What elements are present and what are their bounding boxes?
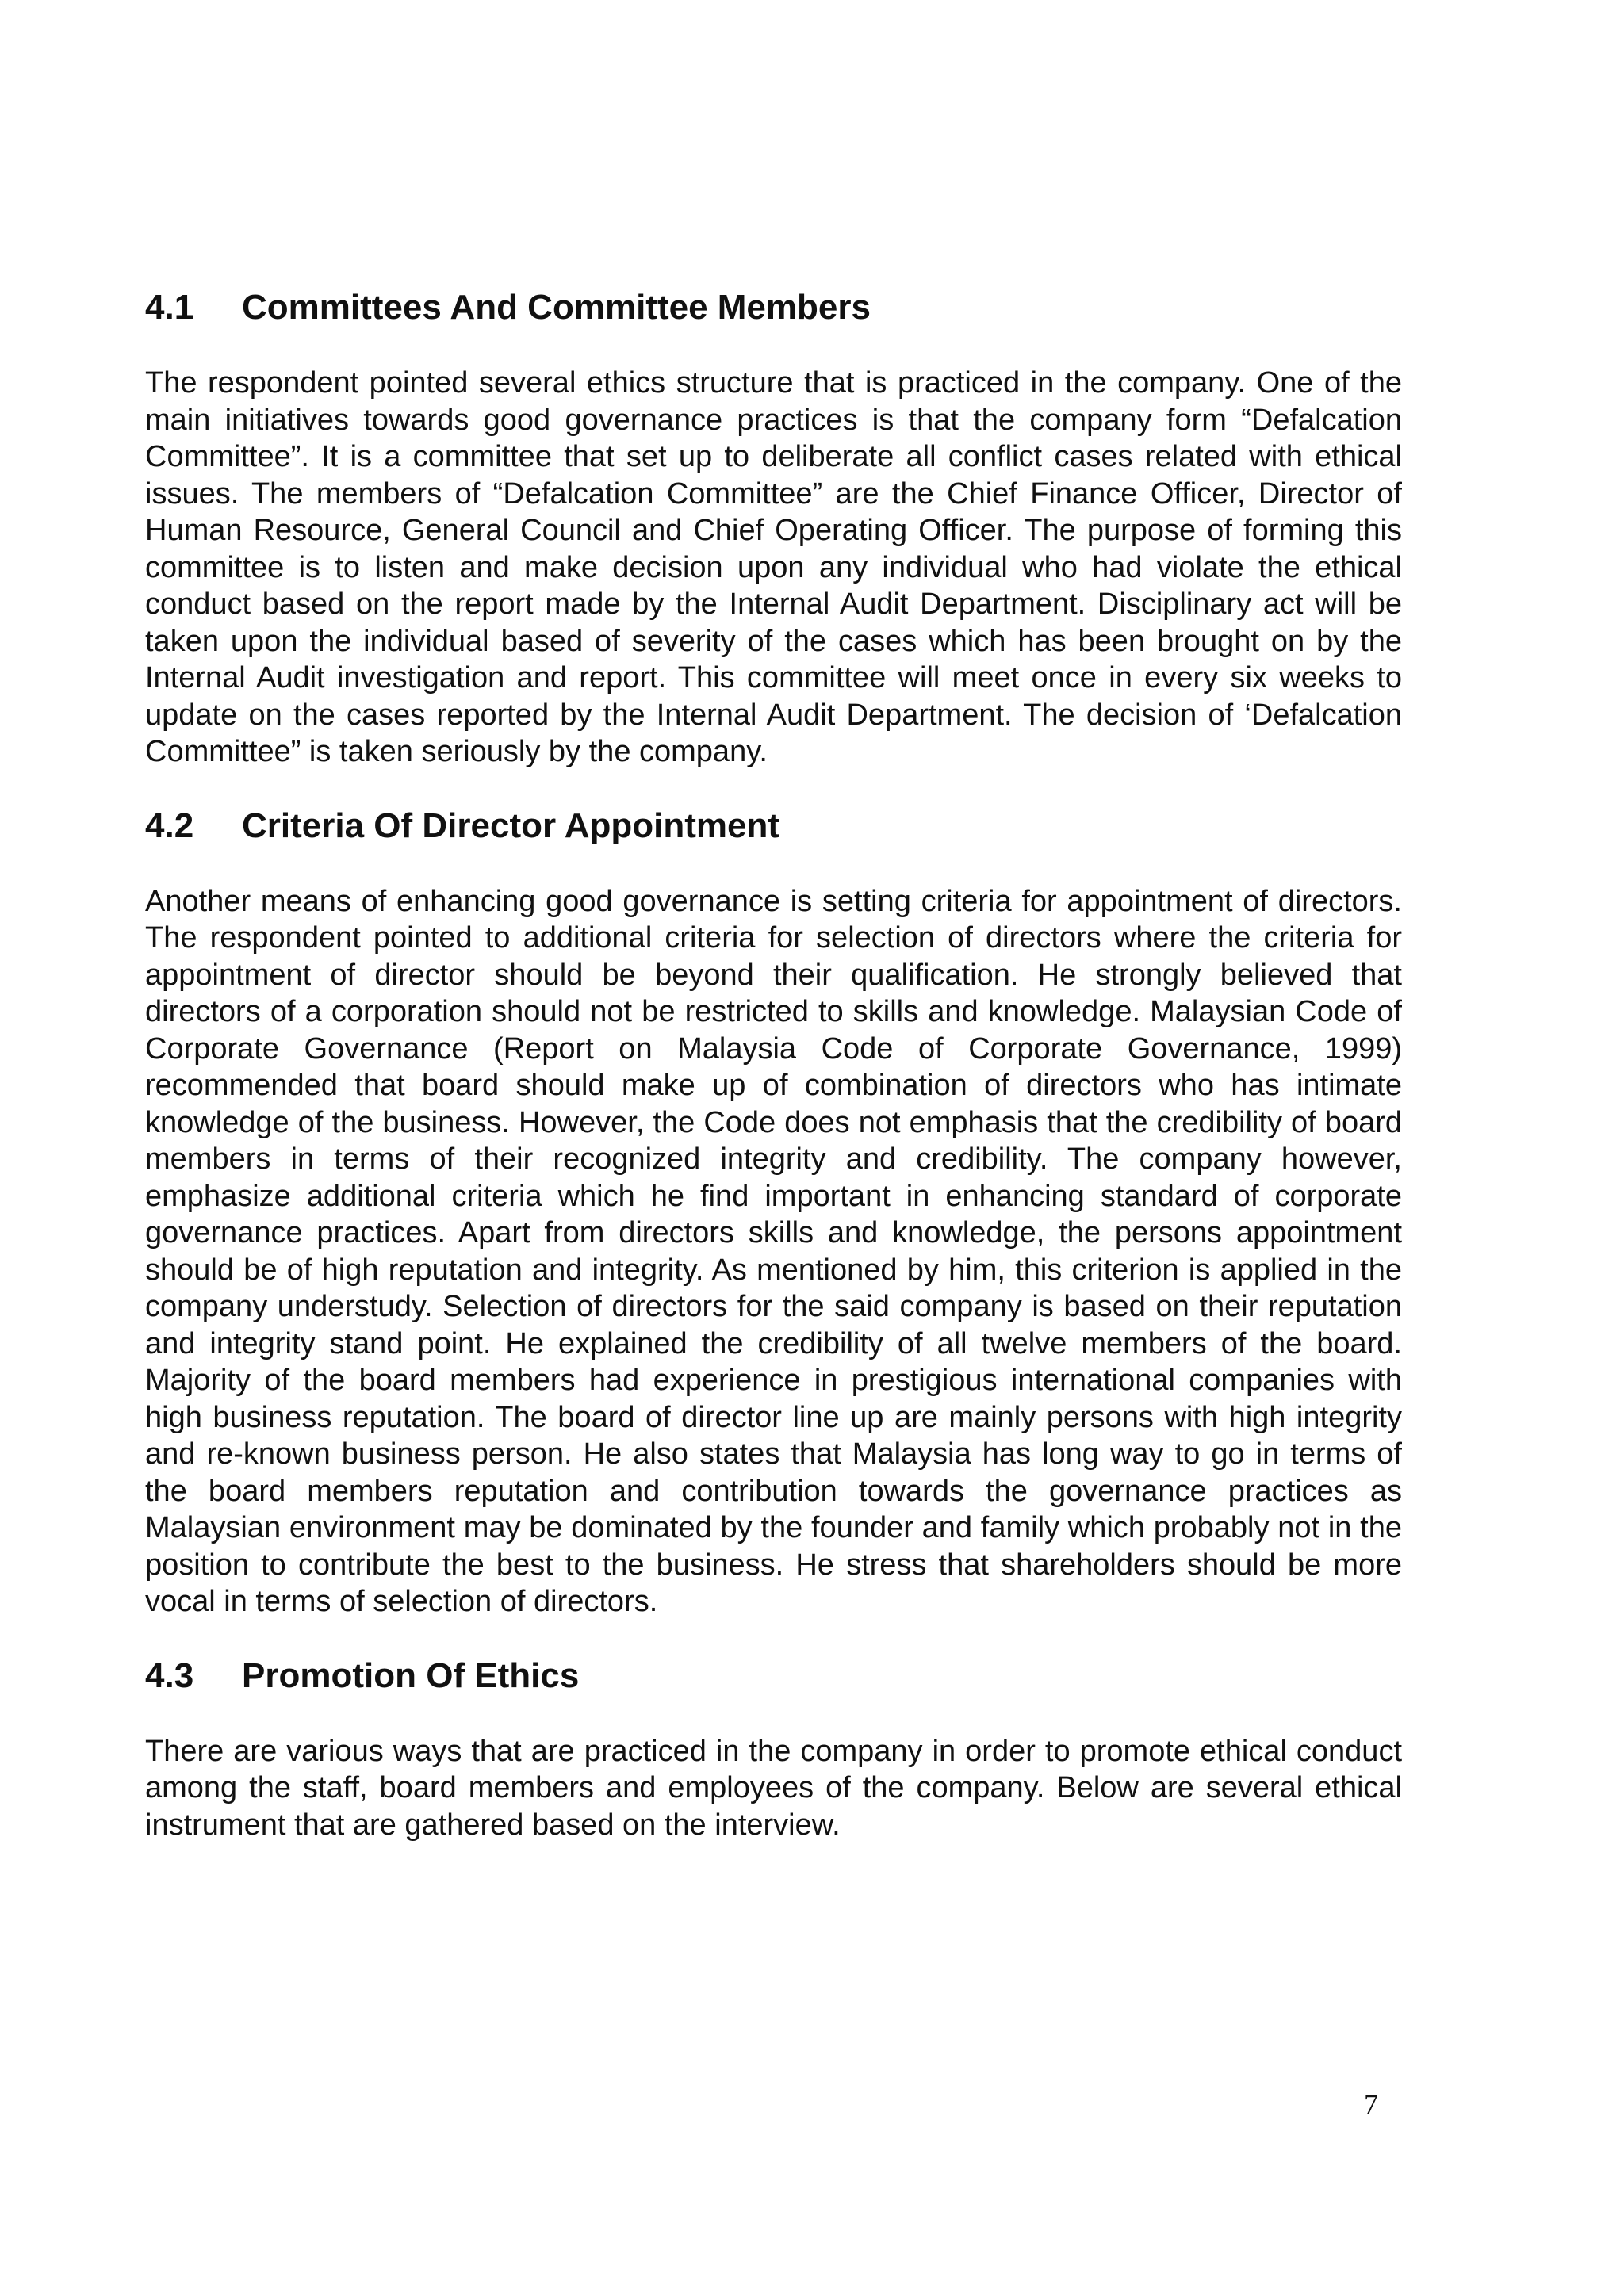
section-heading-4-3 — [145, 1654, 1402, 1698]
section-number: 4.2 — [145, 806, 194, 845]
section-number: 4.3 — [145, 1655, 194, 1695]
section-number: 4.1 — [145, 288, 194, 327]
section-body-4-1: The respondent pointed several ethics structure that is practiced in the company. One of the main initiatives towards good governance practices is that the company form “Defalcation Committee”. It is a committee that set up to deliberate all conflict cases related with ethical issues. The members of “Defalcation Committee” are the Chief Finance Officer, Director of Human Resource, General Council and Chief Operating Officer. The purpose of forming this committee is to listen and make decision upon any individual who had violate the ethical conduct based on the report made by the Internal Audit Department. Disciplinary act will be taken upon the individual based of severity of the cases which has been brought on by the Internal Audit investigation and report. This committee will meet once in every six weeks to update on the cases reported by the Internal Audit Department. The decision of ‘Defalcation Committee” is taken seriously by the company. — [145, 366, 1402, 768]
section-heading-4-2 — [145, 804, 1402, 848]
section-title: Promotion Of Ethics — [242, 1655, 580, 1695]
section-heading-4-1 — [145, 285, 1402, 330]
section-body-4-3: There are various ways that are practiced in the company in order to promote ethical conduct among the staff, board members and employees of the company. Below are several ethical instrument that are gathered based on the interview. — [145, 1734, 1402, 1842]
section-title: Committees And Committee Members — [242, 288, 871, 327]
section-body-4-2: Another means of enhancing good governance is setting criteria for appointment of directors. The respondent pointed to additional criteria for selection of directors where the criteria for appointment of director should be beyond their qualification. He strongly believed that directors of a corporation should not be restricted to skills and knowledge. Malaysian Code of Corporate Governance (Report on Malaysia Code of Corporate Governance, 1999) recommended that board should make up of combination of directors who has intimate knowledge of the business. However, the Code does not emphasis that the credibility of board members in terms of their recognized integrity and credibility. The company however, emphasize additional criteria which he find important in enhancing standard of corporate governance practices. Apart from directors skills and knowledge, the persons appointment should be of high reputation and integrity. As mentioned by him, this criterion is applied in the company understudy. Selection of directors for the said company is based on their reputation and integrity stand point. He explained the credibility of all twelve members of the board. Majority of the board members had experience in prestigious international companies with high business reputation. The board of director line up are mainly persons with high integrity and re-known business person. He also states that Malaysia has long way to go in terms of the board members reputation and contribution towards the governance practices as Malaysian environment may be dominated by the founder and family which probably not in the position to contribute the best to the business. He stress that shareholders should be more vocal in terms of selection of directors. — [145, 884, 1402, 1618]
page-number: 7 — [1364, 2088, 1378, 2120]
document-page — [145, 285, 1402, 1843]
section-title: Criteria Of Director Appointment — [242, 806, 779, 845]
